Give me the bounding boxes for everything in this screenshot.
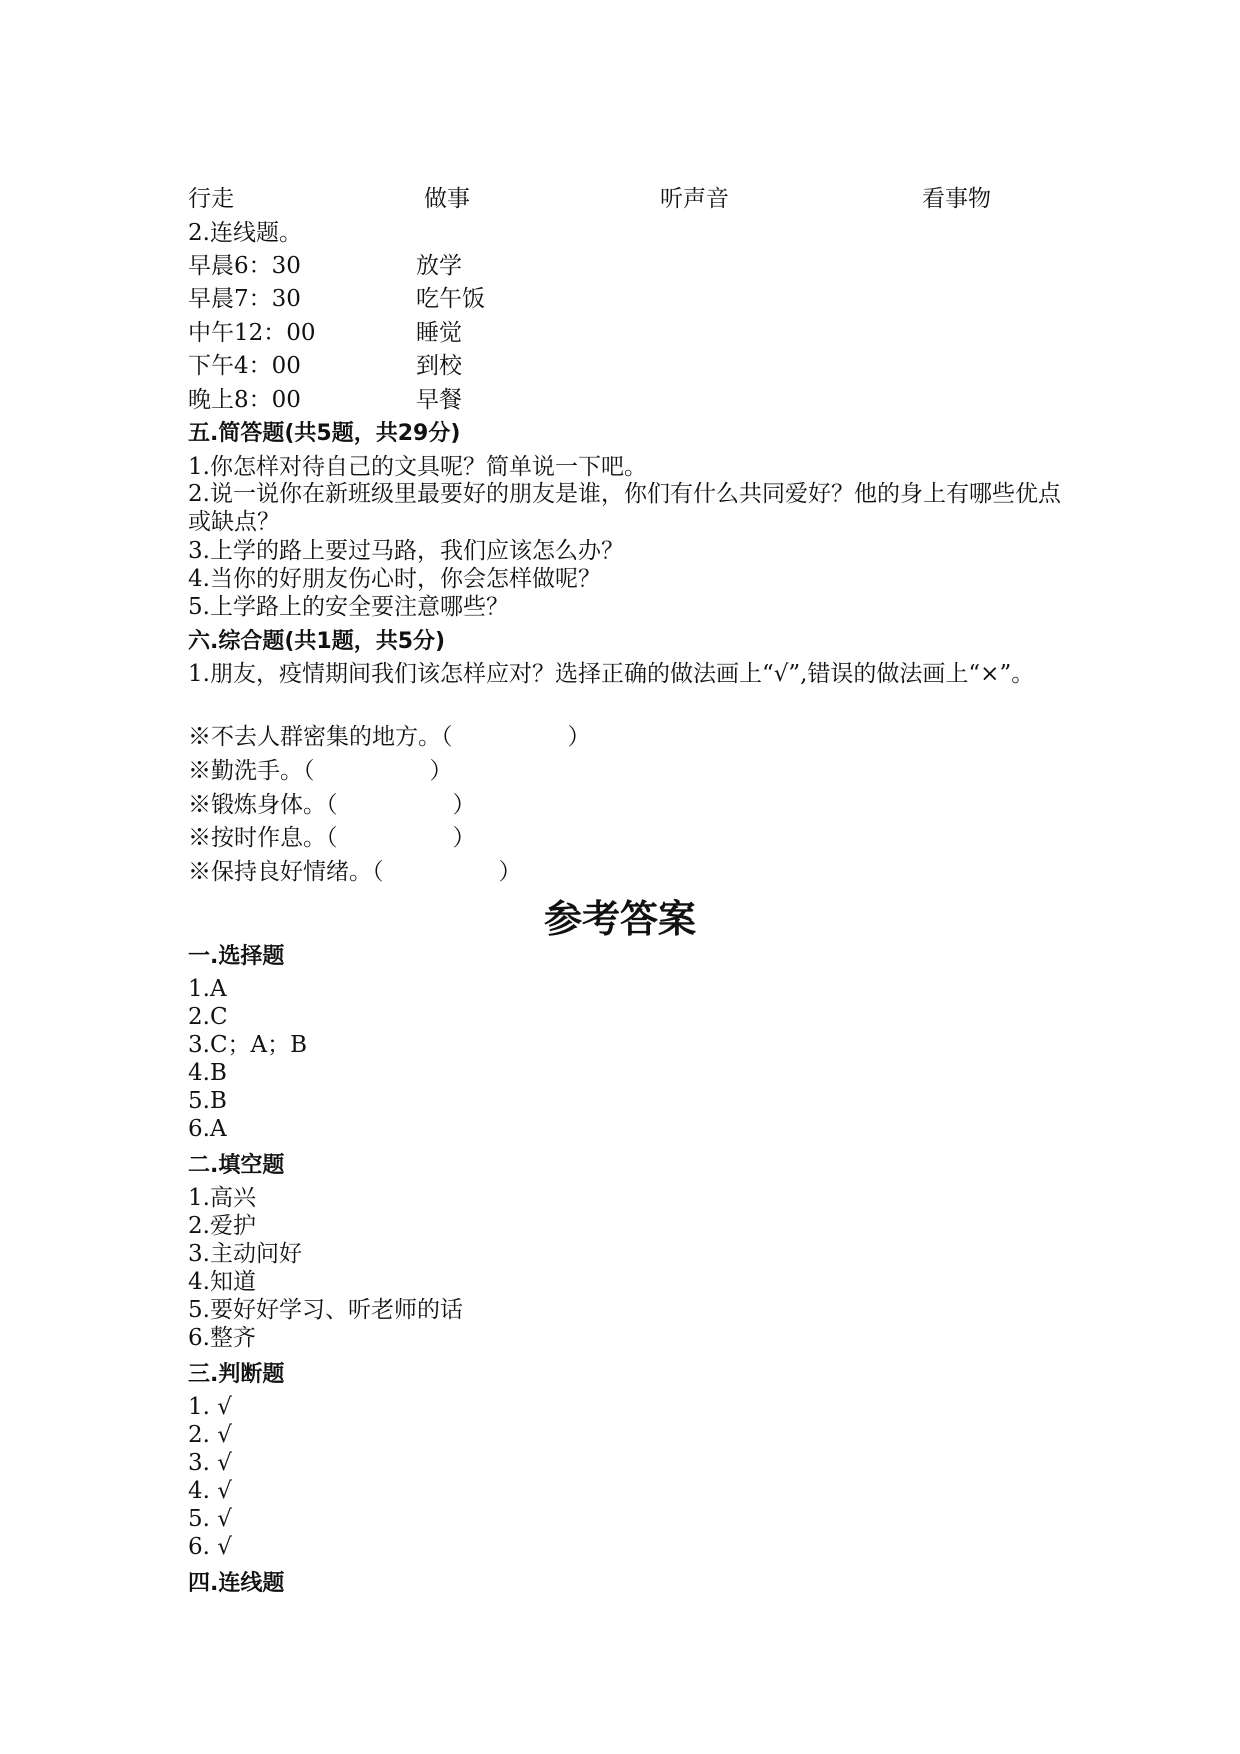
option-4: 看事物 (922, 186, 991, 212)
sec5-item-2: 2.说一说你在新班级里最要好的朋友是谁，你们有什么共同爱好？他的身上有哪些优点或缺点？ (188, 481, 1061, 535)
sec6-item-1: ※不去人群密集的地方。（ ） (188, 724, 591, 750)
time-1: 早晨6：30 (188, 253, 301, 279)
answers-s1-title: 一.选择题 (188, 944, 285, 969)
section-6-title: 六.综合题(共1题，共5分) (188, 629, 446, 654)
answer-s2-3: 3.主动问好 (188, 1241, 302, 1267)
section-5-title: 五.简答题(共5题，共29分) (188, 421, 461, 446)
answer-s2-4: 4.知道 (188, 1269, 256, 1295)
sec6-item-3: ※锻炼身体。（ ） (188, 792, 476, 818)
answer-s3-1: 1. √ (188, 1394, 232, 1420)
activity-4: 到校 (416, 353, 462, 379)
answers-s4-title: 四.连线题 (188, 1571, 285, 1596)
time-2: 早晨7：30 (188, 286, 301, 312)
sec6-item-5: ※保持良好情绪。（ ） (188, 859, 522, 885)
answer-s1-2: 2.C (188, 1004, 228, 1030)
answer-s3-6: 6. √ (188, 1534, 232, 1560)
answer-s3-2: 2. √ (188, 1422, 232, 1448)
time-5: 晚上8：00 (188, 387, 301, 413)
answer-s1-3: 3.C；A；B (188, 1032, 308, 1058)
sec5-item-1: 1.你怎样对待自己的文具呢？简单说一下吧。 (188, 454, 647, 480)
answers-s3-title: 三.判断题 (188, 1362, 285, 1387)
answers-title: 参考答案 (543, 897, 696, 941)
sec5-item-5: 5.上学路上的安全要注意哪些？ (188, 594, 509, 620)
sec6-question: 1.朋友，疫情期间我们该怎样应对？选择正确的做法画上“√”,错误的做法画上“×”。 (188, 661, 1035, 687)
sec5-item-3: 3.上学的路上要过马路，我们应该怎么办？ (188, 538, 624, 564)
activity-2: 吃午饭 (416, 286, 485, 312)
answer-s2-5: 5.要好好学习、听老师的话 (188, 1297, 463, 1323)
option-2: 做事 (424, 186, 470, 212)
answer-s3-3: 3. √ (188, 1450, 232, 1476)
time-3: 中午12：00 (188, 320, 316, 346)
answer-s1-1: 1.A (188, 976, 227, 1002)
sec6-item-4: ※按时作息。（ ） (188, 825, 476, 851)
answer-s1-5: 5.B (188, 1088, 227, 1114)
answers-s2-title: 二.填空题 (188, 1153, 285, 1178)
sec6-item-2: ※勤洗手。（ ） (188, 758, 453, 784)
answer-s2-2: 2.爱护 (188, 1213, 256, 1239)
time-4: 下午4：00 (188, 353, 301, 379)
option-1: 行走 (188, 186, 234, 212)
activity-3: 睡觉 (416, 320, 462, 346)
answer-s1-6: 6.A (188, 1116, 227, 1142)
answer-s1-4: 4.B (188, 1060, 227, 1086)
sec5-item-4: 4.当你的好朋友伤心时，你会怎样做呢？ (188, 566, 601, 592)
activity-5: 早餐 (416, 387, 462, 413)
answer-s2-1: 1.高兴 (188, 1185, 256, 1211)
answer-s2-6: 6.整齐 (188, 1325, 256, 1351)
match-title: 2.连线题。 (188, 220, 302, 246)
answer-s3-4: 4. √ (188, 1478, 232, 1504)
answer-s3-5: 5. √ (188, 1506, 232, 1532)
option-3: 听声音 (660, 186, 729, 212)
activity-1: 放学 (416, 253, 462, 279)
